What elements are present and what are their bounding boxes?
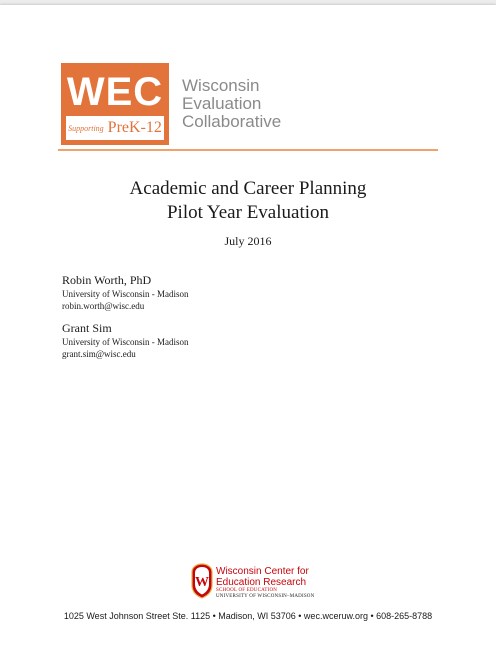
wec-logo-acronym: WEC — [66, 70, 164, 114]
wcer-name — [216, 566, 314, 600]
author-block — [62, 272, 188, 312]
footer-address: 1025 West Johnson Street Ste. 1125 • Madison, WI 53706 • wec.wceruw.org • 608-265-8788 — [63, 611, 433, 621]
wcer-line1: Wisconsin Center for — [216, 566, 309, 577]
wec-name-line: Collaborative — [182, 112, 282, 131]
document-page — [0, 5, 496, 646]
author-email: robin.worth@wisc.edu — [62, 301, 145, 311]
title-line: Pilot Year Evaluation — [166, 202, 330, 223]
crest-letter: W — [195, 575, 209, 590]
wec-logo-supporting: Supporting — [68, 123, 104, 133]
author-affiliation: University of Wisconsin - Madison — [62, 337, 189, 347]
author-email: grant.sim@wisc.edu — [62, 349, 136, 359]
wec-name-line: Evaluation — [182, 94, 262, 113]
author-name: Grant Sim — [62, 321, 112, 335]
wec-logo-tagline — [66, 116, 164, 140]
wcer-line2: Education Research — [216, 577, 307, 588]
document-title — [0, 177, 496, 225]
author-name: Robin Worth, PhD — [62, 273, 152, 287]
header-divider — [58, 149, 438, 151]
title-line: Academic and Career Planning — [129, 178, 367, 199]
author-block — [62, 320, 188, 360]
wec-organization-name — [182, 77, 281, 131]
author-affiliation: University of Wisconsin - Madison — [62, 289, 189, 299]
document-date: July 2016 — [224, 234, 272, 248]
wec-logo-prek: PreK-12 — [107, 119, 162, 136]
wec-logo — [61, 63, 169, 145]
wcer-school: SCHOOL OF EDUCATION — [216, 588, 278, 593]
uw-crest-icon — [191, 563, 213, 599]
wec-name-line: Wisconsin — [182, 76, 260, 95]
wcer-university: UNIVERSITY OF WISCONSIN–MADISON — [216, 594, 315, 599]
